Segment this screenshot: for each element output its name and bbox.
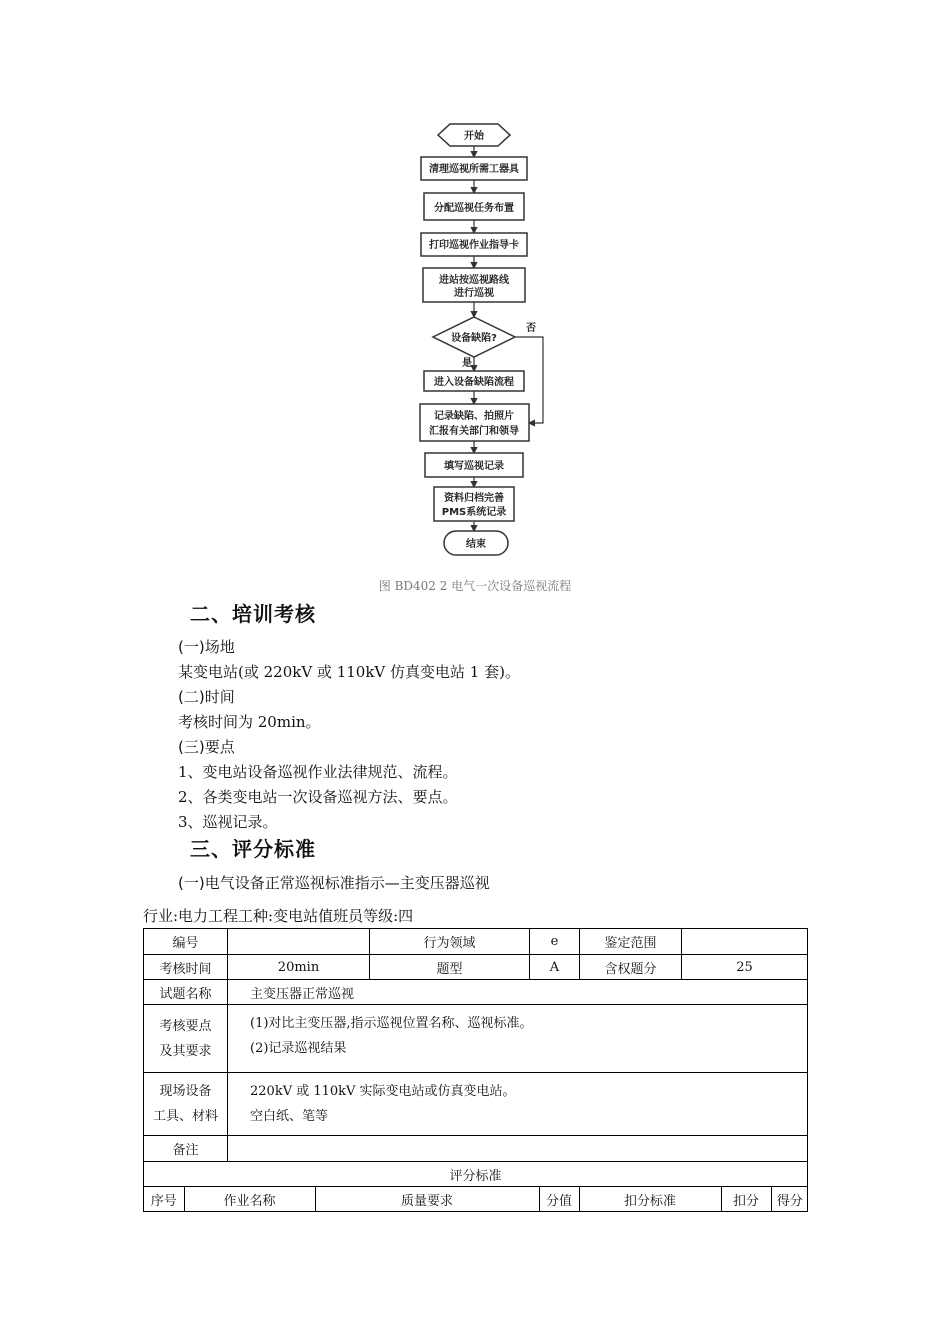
section-title-training: 二、培训考核 <box>190 602 316 626</box>
cell-value-equipment: 220kV 或 110kV 实际变电站或仿真变电站。 空白纸、笔等 <box>228 1073 808 1136</box>
flow-yes-label: 是 <box>462 358 472 369</box>
flow-no-label: 否 <box>526 323 536 334</box>
meta-line: 行业:电力工程工种:变电站值班员等级:四 <box>143 907 414 925</box>
flow-step-text: 进站按巡视路线 <box>439 275 509 286</box>
cell-label-title: 试题名称 <box>144 980 228 1005</box>
header-score: 得分 <box>776 1193 803 1209</box>
points-heading: (三)要点 <box>178 738 235 756</box>
score-standard-title: 评分标准 <box>144 1162 808 1187</box>
cell-value-time: 20min <box>228 955 370 980</box>
cell-label-equipment: 现场设备 工具、材料 <box>144 1073 228 1136</box>
flow-step-text: 分配巡视任务布置 <box>434 203 514 214</box>
header-points: 分值 <box>539 1187 579 1211</box>
cell-label-time: 考核时间 <box>144 955 228 980</box>
cell-label-weight: 含权题分 <box>580 955 682 980</box>
point-item: 3、巡视记录。 <box>178 813 278 831</box>
header-deduction-std: 扣分标准 <box>579 1187 721 1211</box>
cell-value-points: (1)对比主变压器,指示巡视位置名称、巡视标准。 (2)记录巡视结果 <box>228 1005 808 1073</box>
figure-caption: 图 BD402 2 电气一次设备巡视流程 <box>378 579 572 593</box>
cell-value-title: 主变压器正常巡视 <box>228 980 808 1005</box>
cell-value-weight: 25 <box>682 955 808 980</box>
time-heading: (二)时间 <box>178 688 235 706</box>
cell-label-id: 编号 <box>144 929 228 955</box>
flow-step-text: 填写巡视记录 <box>444 461 504 472</box>
scoring-table <box>143 928 808 1212</box>
cell-value-id <box>228 929 370 955</box>
flow-step-text: PMS系统记录 <box>441 507 507 518</box>
flow-step-text: 清理巡视所需工器具 <box>429 164 519 175</box>
venue-text: 某变电站(或 220kV 或 110kV 仿真变电站 1 套)。 <box>178 663 520 681</box>
flow-step-text: 资料归档完善 <box>444 493 504 504</box>
cell-value-remark <box>228 1136 808 1162</box>
venue-heading: (一)场地 <box>178 638 235 656</box>
flow-step-text: 设备缺陷? <box>451 333 497 344</box>
flow-step-text: 记录缺陷、拍照片 <box>434 411 514 422</box>
section-title-scoring: 三、评分标准 <box>190 837 316 861</box>
header-task-name: 作业名称 <box>184 1187 315 1211</box>
point-item: 2、各类变电站一次设备巡视方法、要点。 <box>178 788 458 806</box>
cell-value-domain: e <box>530 929 580 955</box>
flow-step-text: 开始 <box>464 131 484 142</box>
flow-step-text: 结束 <box>466 539 486 550</box>
header-deduction: 扣分 <box>721 1187 771 1211</box>
cell-value-scope <box>682 929 808 955</box>
cell-label-points: 考核要点 及其要求 <box>144 1005 228 1073</box>
flow-step-text: 进入设备缺陷流程 <box>434 377 514 388</box>
point-item: 1、变电站设备巡视作业法律规范、流程。 <box>178 763 458 781</box>
flow-step-text: 打印巡视作业指导卡 <box>429 240 519 251</box>
cell-label-type: 题型 <box>370 955 530 980</box>
header-quality: 质量要求 <box>315 1187 539 1211</box>
cell-label-remark: 备注 <box>144 1136 228 1162</box>
cell-value-type: A <box>530 955 580 980</box>
scoring-sub-heading: (一)电气设备正常巡视标准指示—主变压器巡视 <box>178 874 490 892</box>
cell-label-scope: 鉴定范围 <box>580 929 682 955</box>
cell-label-domain: 行为领域 <box>370 929 530 955</box>
score-header-row <box>144 1187 808 1212</box>
time-text: 考核时间为 20min。 <box>178 713 321 731</box>
inspection-flowchart <box>0 0 950 600</box>
flow-step-text: 进行巡视 <box>454 288 494 299</box>
header-seq: 序号 <box>144 1187 184 1211</box>
flow-step-text: 汇报有关部门和领导 <box>429 426 519 437</box>
